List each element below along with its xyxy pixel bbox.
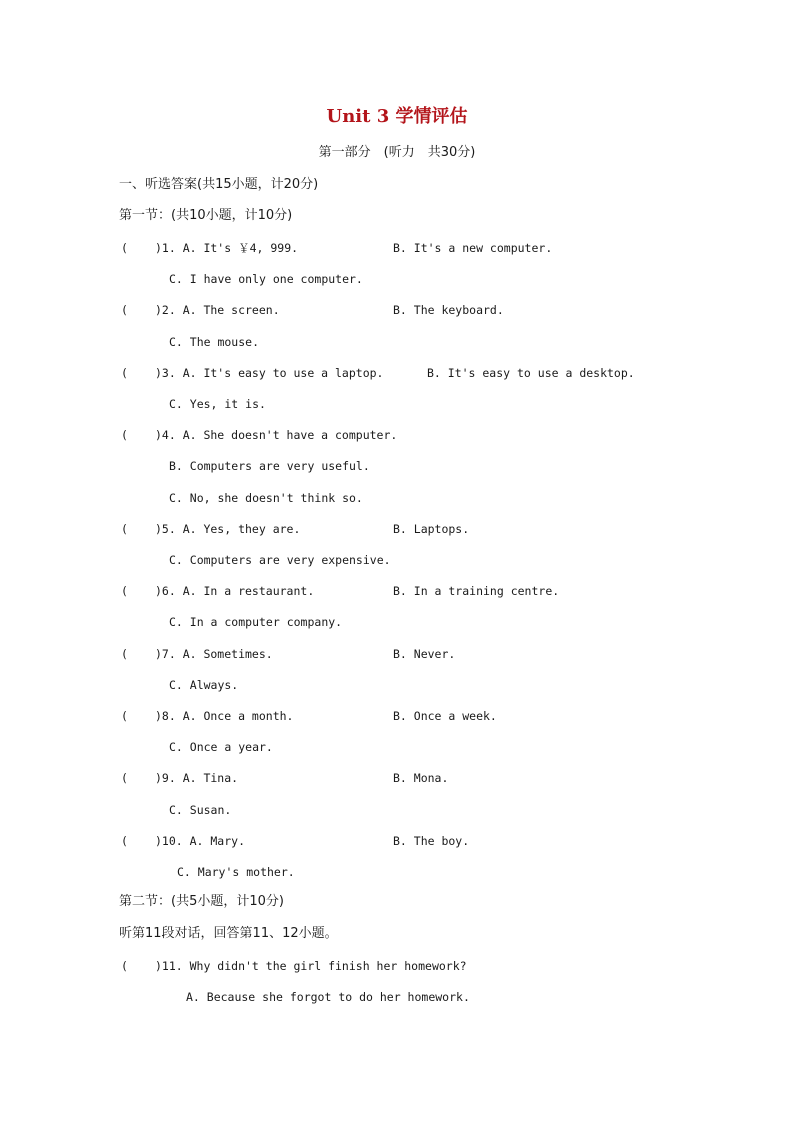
instruction-text: 听第11段对话，回答第11、12小题。: [119, 926, 338, 941]
question-option-b: B. It's a new computer.: [393, 241, 553, 255]
part-heading: 第二节：(共5小题，计10分): [119, 894, 284, 909]
answer-paren: (: [121, 771, 128, 785]
answer-paren: (: [121, 428, 128, 442]
question-option-a: )3. A. It's easy to use a laptop.: [155, 366, 384, 380]
question-option-b: B. Once a week.: [393, 709, 497, 723]
question-option-a: )7. A. Sometimes.: [155, 647, 273, 661]
question-option-a: )4. A. She doesn't have a computer.: [155, 428, 398, 442]
question-option-c: C. Susan.: [169, 803, 232, 817]
answer-paren: (: [121, 647, 128, 661]
question-option-c: C. In a computer company.: [169, 615, 343, 629]
question-option-b: B. Laptops.: [393, 522, 470, 536]
question-option-c: C. Yes, it is.: [169, 397, 266, 411]
question-option-a: )9. A. Tina.: [155, 771, 239, 785]
question-option-b: B. It's easy to use a desktop.: [427, 366, 635, 380]
answer-paren: (: [121, 709, 128, 723]
answer-paren: (: [121, 584, 128, 598]
question-option-c: C. No, she doesn't think so.: [169, 491, 363, 505]
question-option-b: B. The keyboard.: [393, 303, 504, 317]
question-option-a: )5. A. Yes, they are.: [155, 522, 301, 536]
answer-paren: (: [121, 366, 128, 380]
answer-paren: (: [121, 241, 128, 255]
question-option-a: )6. A. In a restaurant.: [155, 584, 315, 598]
question-option-c: C. Mary's mother.: [177, 865, 295, 879]
question-option-c: C. Always.: [169, 678, 239, 692]
question-option-b: B. Computers are very useful.: [169, 459, 370, 473]
answer-paren: (: [121, 834, 128, 848]
question-option-c: C. Once a year.: [169, 740, 273, 754]
part-heading: 第一节：(共10小题，计10分): [119, 208, 293, 223]
page-title: Unit 3 学情评估: [326, 106, 468, 127]
answer-paren: (: [121, 522, 128, 536]
question-option-b: B. The boy.: [393, 834, 470, 848]
question-option-a: )8. A. Once a month.: [155, 709, 294, 723]
question-option-b: B. Never.: [393, 647, 456, 661]
question-option-a: A. Because she forgot to do her homework.: [186, 990, 470, 1004]
question-option-c: C. I have only one computer.: [169, 272, 363, 286]
section-heading: 一、听选答案(共15小题，计20分): [119, 177, 319, 192]
question-option-c: C. The mouse.: [169, 335, 260, 349]
question-option-a: )2. A. The screen.: [155, 303, 280, 317]
answer-paren: (: [121, 303, 128, 317]
section-subtitle: 第一部分 (听力 共30分): [318, 145, 476, 160]
question-text: )11. Why didn't the girl finish her homework?: [155, 959, 467, 973]
question-option-c: C. Computers are very expensive.: [169, 553, 391, 567]
question-option-b: B. Mona.: [393, 771, 449, 785]
question-option-a: )1. A. It's ￥4, 999.: [155, 241, 299, 255]
answer-paren: (: [121, 959, 128, 973]
question-option-b: B. In a training centre.: [393, 584, 560, 598]
question-option-a: )10. A. Mary.: [155, 834, 246, 848]
